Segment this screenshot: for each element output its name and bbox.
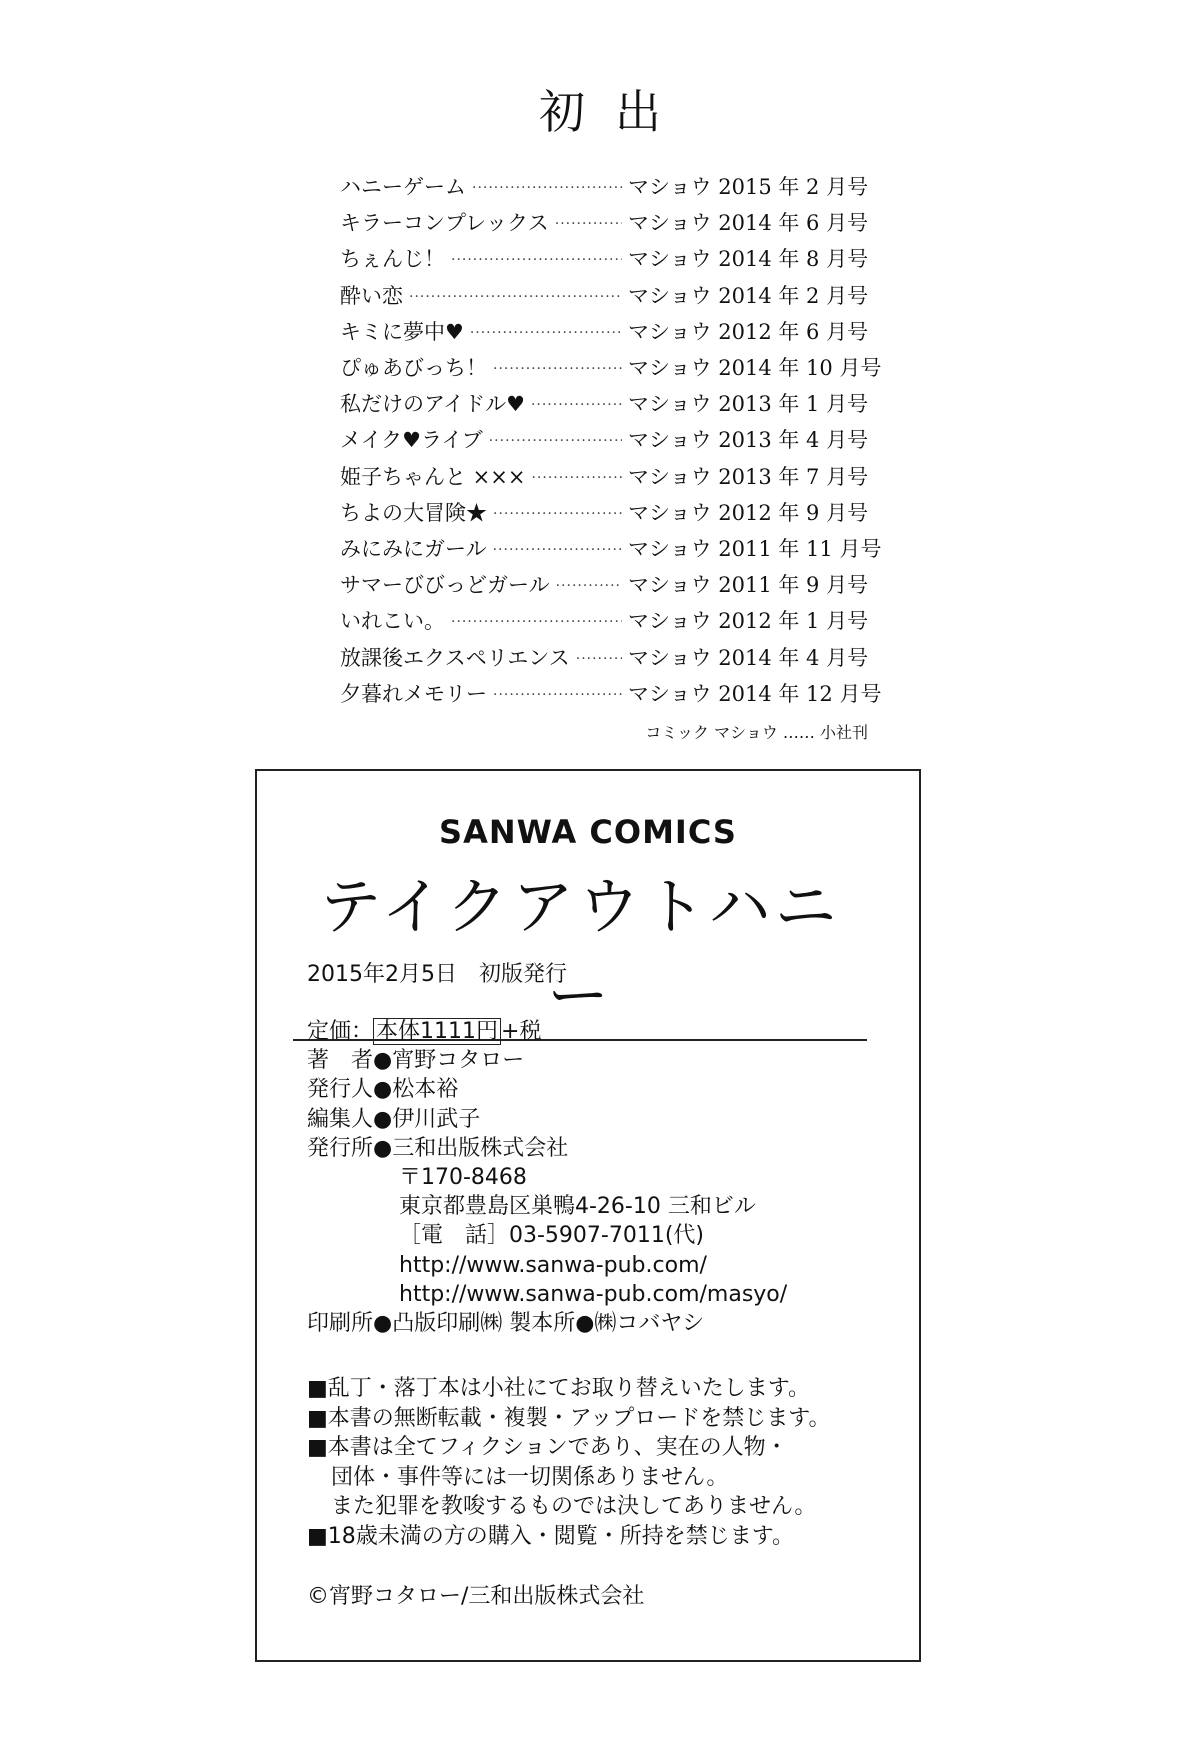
issuer: 松本裕	[392, 1077, 459, 1103]
price-row	[307, 1017, 787, 1046]
price-tax: +税	[501, 1019, 542, 1044]
story-title: 放課後エクスペリエンス	[340, 645, 570, 670]
first-publication-list	[340, 168, 882, 711]
price-value: 本体1111円	[373, 1018, 501, 1045]
author-row	[307, 1046, 787, 1075]
issuer-row	[307, 1075, 787, 1104]
address: 東京都豊島区巣鴨4-26-10 三和ビル	[399, 1194, 756, 1220]
story-source: マショウ 2012 年 9 月号	[628, 500, 869, 525]
notice-item: ■18歳未満の方の購入・閲覧・所持を禁じます。	[307, 1523, 795, 1549]
book-title: テイクアウトハニー	[293, 857, 867, 1041]
website-link: http://www.sanwa-pub.com/	[399, 1252, 707, 1278]
list-item	[340, 313, 869, 349]
list-item	[340, 566, 869, 602]
office: 三和出版株式会社	[392, 1135, 569, 1161]
story-title: 姫子ちゃんと ×××	[340, 464, 526, 489]
story-source: マショウ 2014 年 10 月号	[628, 356, 882, 381]
leader-dots	[493, 683, 622, 703]
story-title: いれこい。	[340, 609, 445, 634]
story-source: マショウ 2014 年 12 月号	[628, 681, 882, 706]
list-item	[340, 458, 869, 494]
list-item	[340, 530, 882, 566]
phone: ［電 話］03-5907-7011(代)	[399, 1223, 705, 1249]
page-heading: 初出	[539, 85, 691, 139]
list-item	[340, 385, 869, 421]
story-source: マショウ 2012 年 6 月号	[628, 319, 869, 344]
story-source: マショウ 2013 年 4 月号	[628, 428, 869, 453]
leader-dots	[451, 248, 622, 268]
story-title: サマーびびっどガール	[340, 573, 550, 598]
story-source: マショウ 2014 年 4 月号	[628, 645, 869, 670]
publication-info	[307, 1017, 787, 1338]
editor-row	[307, 1105, 787, 1134]
story-title: キラーコンプレックス	[340, 211, 549, 236]
publisher-label: SANWA COMICS	[439, 813, 737, 851]
colophon-box	[255, 769, 921, 1662]
story-title: みにみにガール	[340, 536, 487, 561]
copyright: ©宵野コタロー/三和出版株式会社	[307, 1584, 645, 1609]
list-item	[340, 277, 869, 313]
leader-dots	[531, 393, 622, 413]
leader-dots	[489, 429, 622, 449]
editor: 伊川武子	[392, 1106, 481, 1132]
list-item	[340, 638, 869, 674]
leader-dots	[556, 574, 622, 594]
story-title: ちぇんじ！	[340, 247, 445, 272]
notice-item: ■本書は全てフィクションであり、実在の人物・	[307, 1435, 788, 1460]
issuer-label: 発行人●	[307, 1077, 393, 1103]
story-source: マショウ 2014 年 2 月号	[628, 283, 869, 308]
office-row	[307, 1134, 787, 1163]
story-source: マショウ 2012 年 1 月号	[628, 609, 869, 634]
story-source: マショウ 2014 年 8 月号	[628, 247, 869, 272]
story-source: マショウ 2011 年 11 月号	[628, 536, 882, 561]
leader-dots	[531, 466, 622, 486]
leader-dots	[555, 212, 622, 232]
leader-dots	[576, 647, 622, 667]
leader-dots	[493, 538, 622, 558]
leader-dots	[493, 502, 622, 522]
editor-label: 編集人●	[307, 1106, 393, 1132]
story-title: キミに夢中♥	[340, 319, 464, 344]
story-source: マショウ 2015 年 2 月号	[628, 175, 869, 200]
notice-continuation: また犯罪を教唆するものでは決してありません。	[331, 1494, 817, 1519]
leader-dots	[451, 610, 622, 630]
price-label: 定価：	[307, 1019, 374, 1044]
leader-dots	[493, 357, 622, 377]
list-item	[340, 421, 869, 457]
list-item	[340, 349, 882, 385]
story-source: マショウ 2014 年 6 月号	[628, 211, 869, 236]
leader-dots	[472, 176, 622, 196]
story-source: マショウ 2013 年 1 月号	[628, 392, 869, 417]
magazine-note: コミック マショウ …… 小社刊	[645, 723, 868, 742]
printing-info: 印刷所●凸版印刷㈱ 製本所●㈱コバヤシ	[307, 1311, 705, 1337]
story-title: 酔い恋	[340, 283, 403, 308]
story-title: 私だけのアイドル♥	[340, 392, 525, 417]
story-title: ぴゅあびっち！	[340, 356, 487, 381]
list-item	[340, 240, 869, 276]
notice-item: ■乱丁・落丁本は小社にてお取り替えいたします。	[307, 1376, 811, 1401]
publication-date	[307, 957, 567, 988]
list-item	[340, 675, 882, 711]
postal-code: 〒170-8468	[399, 1165, 527, 1191]
edition: 初版発行	[478, 962, 567, 987]
list-item	[340, 602, 869, 638]
office-label: 発行所●	[307, 1135, 393, 1161]
story-title: ちよの大冒険★	[340, 500, 487, 525]
story-source: マショウ 2013 年 7 月号	[628, 464, 869, 489]
list-item	[340, 494, 869, 530]
story-source: マショウ 2011 年 9 月号	[628, 573, 869, 598]
leader-dots	[470, 321, 622, 341]
author-label: 著 者●	[307, 1048, 393, 1074]
list-item	[340, 204, 869, 240]
legal-notices	[307, 1374, 831, 1551]
notice-item: ■本書の無断転載・複製・アップロードを禁じます。	[307, 1405, 831, 1431]
story-title: ハニーゲーム	[340, 175, 466, 200]
website-link-masyo: http://www.sanwa-pub.com/masyo/	[399, 1281, 788, 1307]
date: 2015年2月5日	[307, 962, 457, 987]
list-item	[340, 168, 869, 204]
author: 宵野コタロー	[392, 1048, 525, 1074]
notice-continuation: 団体・事件等には一切関係ありません。	[331, 1464, 729, 1490]
leader-dots	[409, 285, 622, 305]
story-title: メイク♥ライブ	[340, 428, 483, 453]
story-title: 夕暮れメモリー	[340, 681, 487, 706]
